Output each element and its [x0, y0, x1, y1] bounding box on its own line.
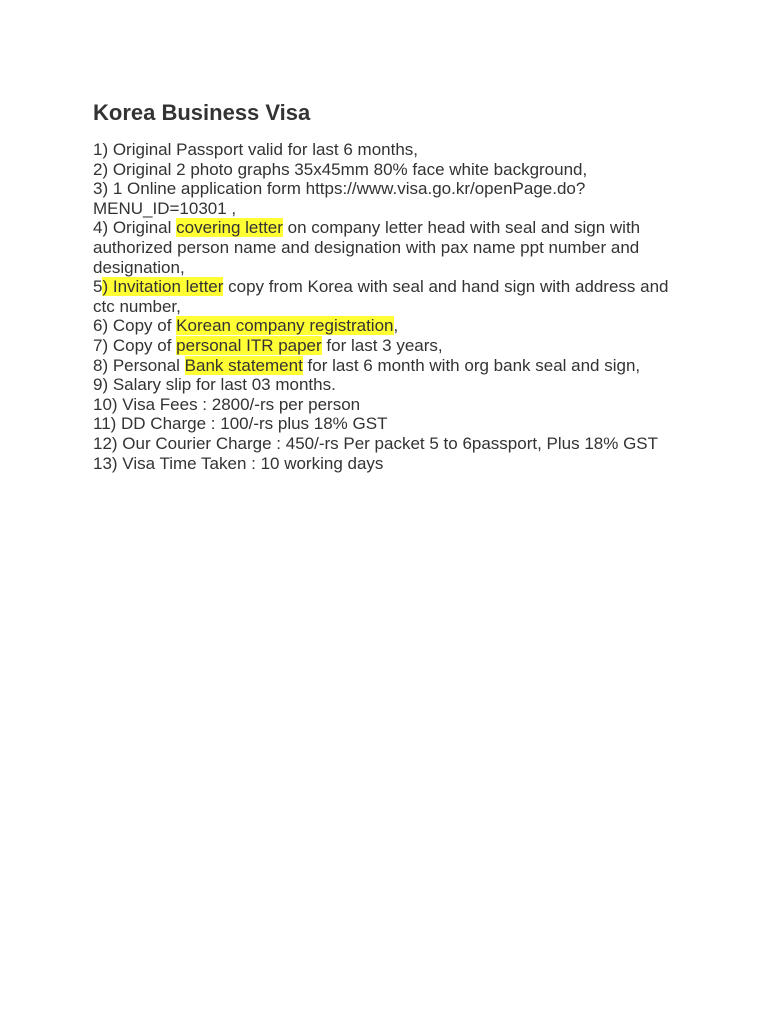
item-text: ,	[393, 316, 399, 336]
item-text: on company letter head with seal and sign with authorized person name and designation with pax name ppt number and designation,	[93, 218, 641, 277]
item-text: 7) Copy of	[93, 335, 177, 355]
highlighted-text: ) Invitation letter	[102, 277, 224, 297]
item-text: 13) Visa Time Taken : 10 working days	[93, 453, 384, 473]
item-text: for last 6 month with org bank seal and sign,	[302, 355, 641, 375]
item-text: 4) Original	[93, 218, 177, 238]
document-page	[93, 98, 683, 473]
item-text: 1) Original Passport valid for last 6 months,	[93, 140, 419, 159]
highlighted-text: personal ITR paper	[176, 335, 322, 355]
item-text: copy from Korea with seal and hand sign with address and ctc number,	[93, 277, 669, 316]
list-item	[93, 454, 683, 474]
highlighted-text: covering letter	[176, 218, 283, 238]
highlighted-text: Korean company registration	[176, 316, 394, 336]
list-item	[93, 160, 683, 180]
list-item	[93, 414, 683, 434]
list-item	[93, 277, 683, 316]
list-item	[93, 356, 683, 376]
item-text: 8) Personal	[93, 355, 185, 375]
item-text: 3) 1 Online application form https://www.visa.go.kr/openPage.do?MENU_ID=10301 ,	[93, 179, 586, 218]
item-text: 9) Salary slip for last 03 months.	[93, 375, 336, 395]
list-item	[93, 179, 683, 218]
highlighted-text: Bank statement	[184, 355, 303, 375]
list-item	[93, 140, 683, 160]
item-text: 12) Our Courier Charge : 450/-rs Per packet 5 to 6passport, Plus 18% GST	[93, 433, 659, 453]
list-item	[93, 218, 683, 277]
item-text: 6) Copy of	[93, 316, 177, 336]
document-title: Korea Business Visa	[93, 100, 311, 125]
item-text: 11) DD Charge : 100/-rs plus 18% GST	[93, 414, 388, 434]
list-item	[93, 375, 683, 395]
requirements-list	[93, 140, 683, 473]
list-item	[93, 434, 683, 454]
item-text: for last 3 years,	[321, 335, 443, 355]
list-item	[93, 336, 683, 356]
item-text: 5	[93, 277, 103, 297]
list-item	[93, 316, 683, 336]
item-text: 2) Original 2 photo graphs 35x45mm 80% face white background,	[93, 159, 588, 179]
item-text: 10) Visa Fees : 2800/-rs per person	[93, 394, 361, 414]
list-item	[93, 395, 683, 415]
